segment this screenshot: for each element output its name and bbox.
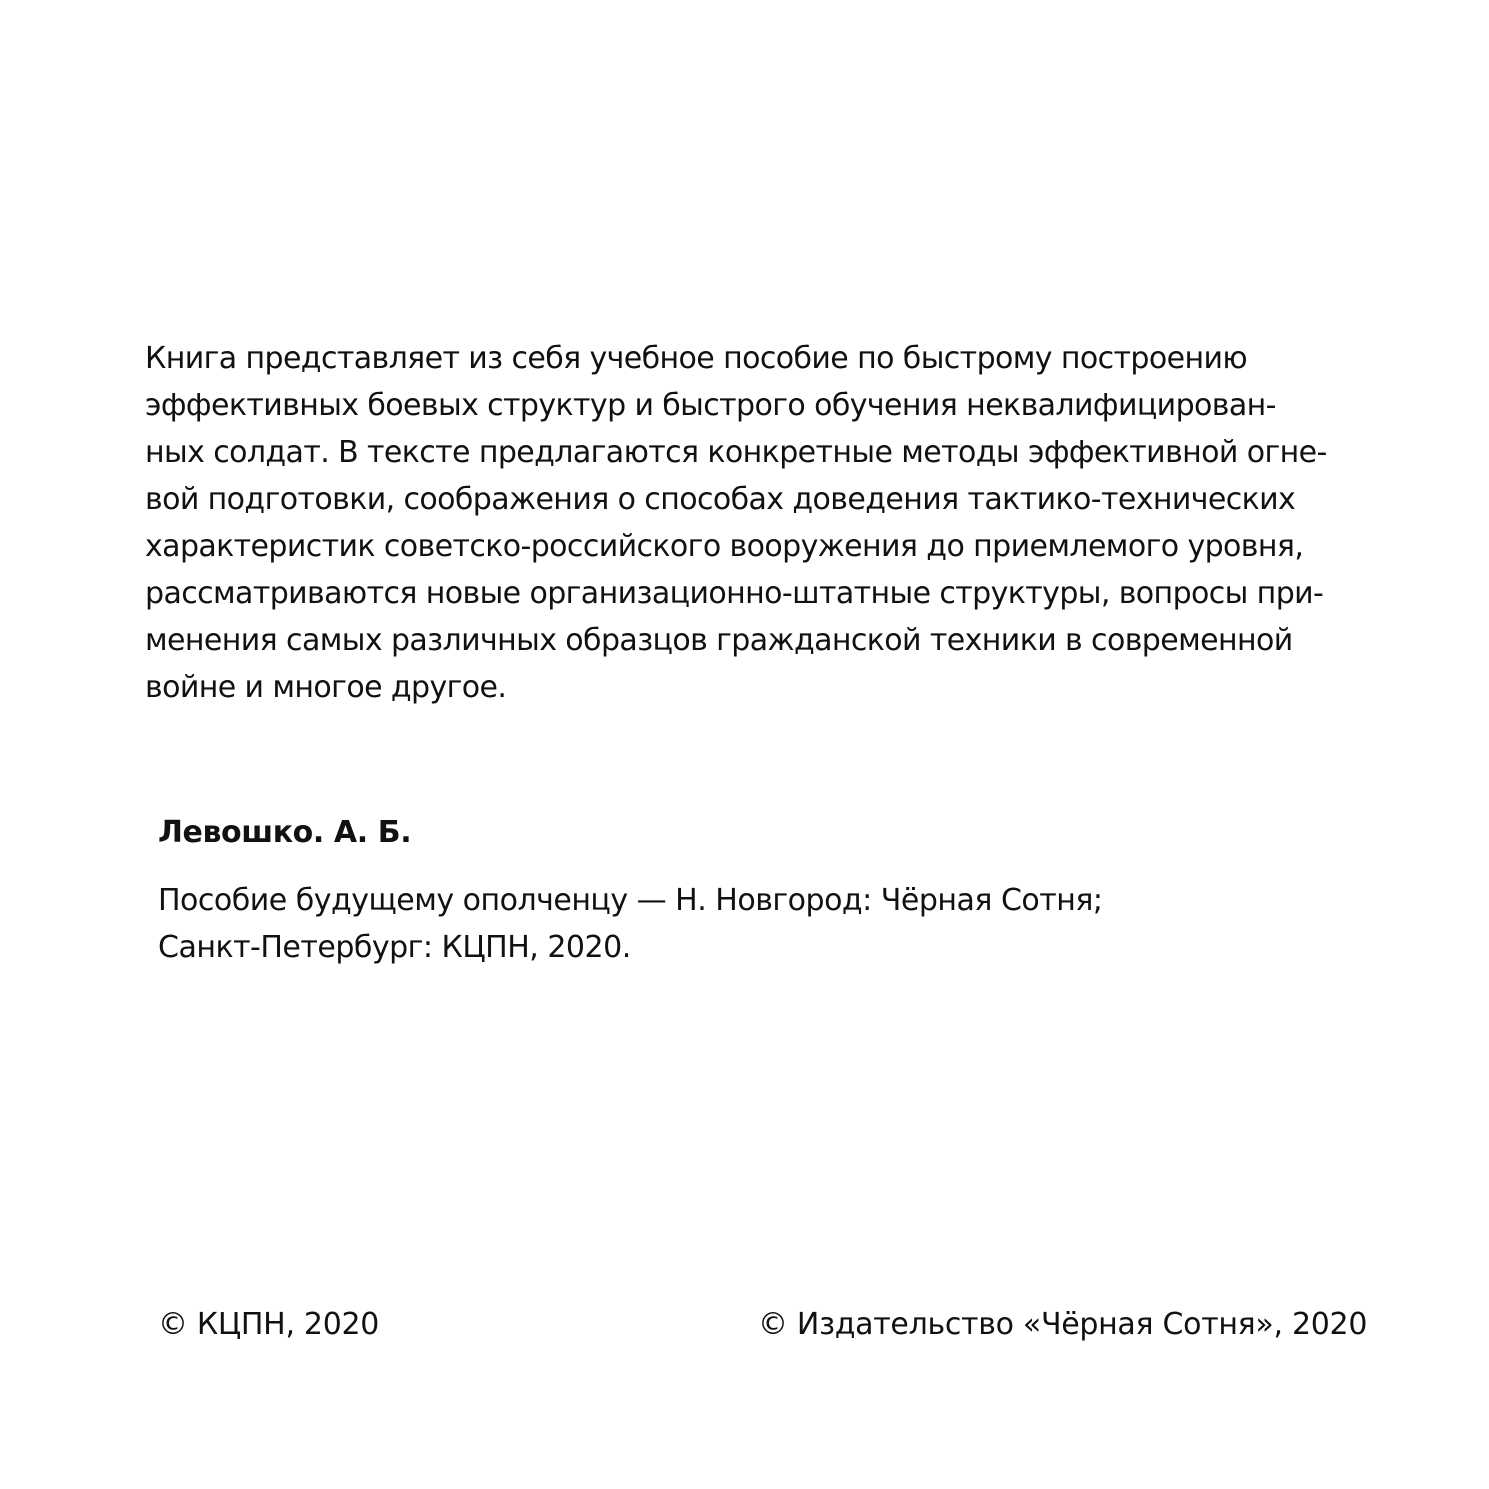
author-name: Левошко. А. Б. [158,815,412,850]
bibliographic-citation [158,877,1103,971]
abstract-line: менения самых различных образцов гражданской техники в современной [145,623,1293,658]
abstract-paragraph [145,335,1435,711]
abstract-line: рассматриваются новые организационно-штатные структуры, вопросы при- [145,576,1324,611]
copyright-kcpn: © КЦПН, 2020 [158,1307,380,1342]
citation-line: Санкт-Петербург: КЦПН, 2020. [158,930,631,965]
abstract-line: Книга представляет из себя учебное пособие по быстрому построению [145,341,1248,376]
abstract-line: вой подготовки, соображения о способах доведения тактико-технических [145,482,1296,517]
abstract-line: эффективных боевых структур и быстрого обучения неквалифицирован- [145,388,1276,423]
abstract-line: характеристик советско-российского вооружения до приемлемого уровня, [145,529,1304,564]
abstract-line: ных солдат. В тексте предлагаются конкретные методы эффективной огне- [145,435,1327,470]
citation-line: Пособие будущему ополченцу — Н. Новгород: Чёрная Сотня; [158,883,1103,918]
copyright-publisher: © Издательство «Чёрная Сотня», 2020 [758,1307,1368,1342]
abstract-line: войне и многое другое. [145,670,507,705]
